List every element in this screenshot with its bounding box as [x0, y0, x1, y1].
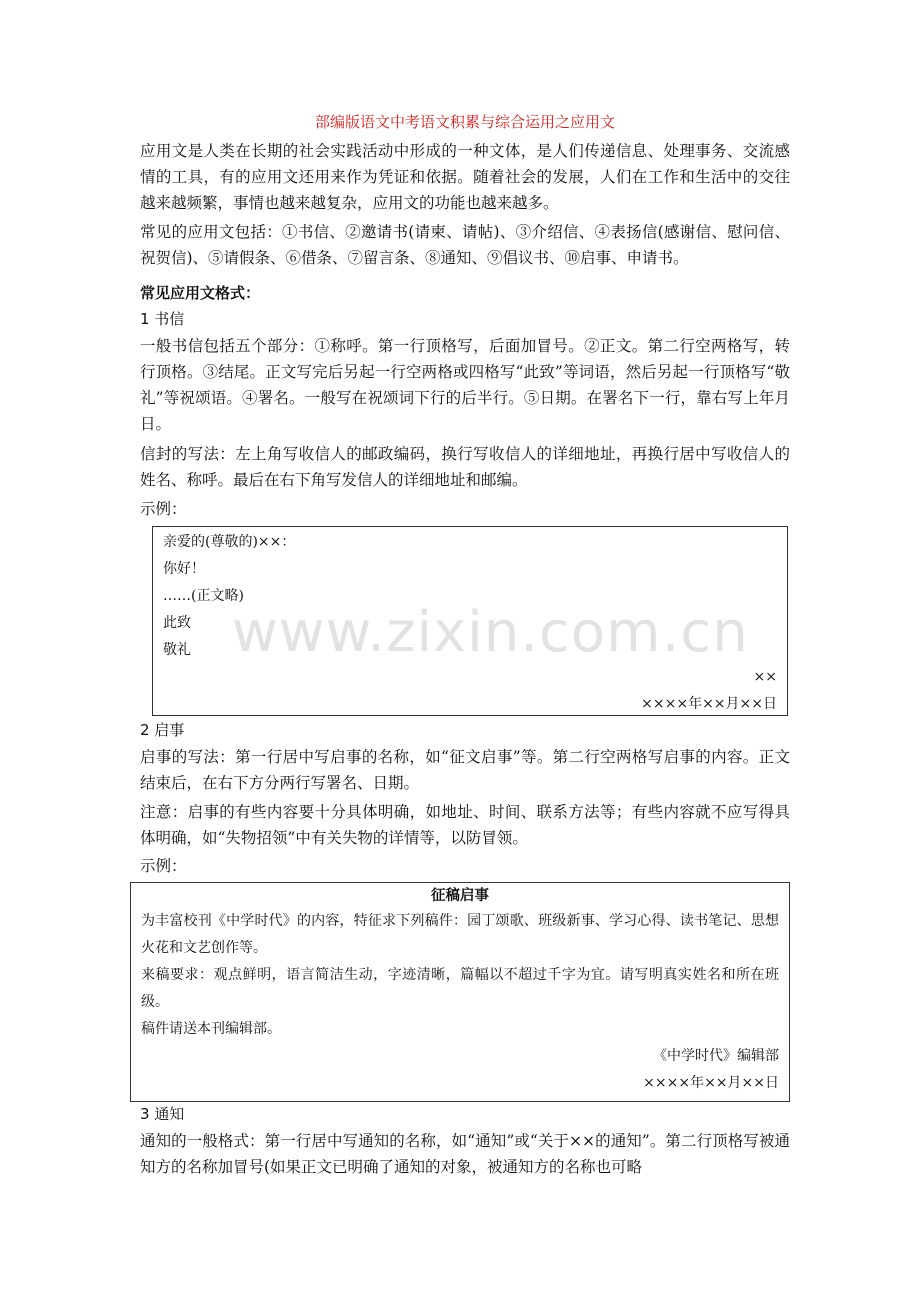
section-2-paragraph-1: [140, 744, 790, 796]
section-1-heading-text: 1 书信: [140, 310, 185, 328]
formats-heading: [140, 280, 790, 306]
types-text: 常见的应用文包括：①书信、②邀请书(请柬、请帖)、③介绍信、④表扬信(感谢信、慰问信、祝贺信)、⑤请假条、⑥借条、⑦留言条、⑧通知、⑨倡议书、⑩启事、申请书。: [140, 223, 790, 267]
document-title: [140, 112, 790, 136]
intro-paragraph: [140, 138, 790, 216]
letter-body: ……(正文略): [163, 588, 244, 604]
example-label-2: [140, 853, 790, 879]
letter-date: ××××年××月××日: [641, 696, 777, 712]
section-1-paragraph-2: [140, 441, 790, 493]
section-1-text-2: 信封的写法：左上角写收信人的邮政编码，换行写收信人的详细地址，再换行居中写收信人的姓名、称呼。最后在右下角写发信人的详细地址和邮编。: [140, 445, 790, 489]
notice-date: ××××年××月××日: [643, 1075, 779, 1091]
section-2-heading-text: 2 启事: [140, 721, 185, 739]
watermark: www.zixin.com.cn: [232, 600, 749, 665]
section-3-heading: [140, 1101, 790, 1127]
notice-signature: 《中学时代》编辑部: [653, 1048, 779, 1064]
letter-closing-2: 敬礼: [163, 642, 191, 658]
section-2-text-2: 注意：启事的有些内容要十分具体明确，如地址、时间、联系方法等；有些内容就不应写得具体明确，如“失物招领”中有关失物的详情等，以防冒领。: [140, 803, 790, 847]
notice-line-3: 稿件请送本刊编辑部。: [141, 1021, 281, 1037]
letter-signature: ××: [753, 669, 777, 685]
section-2-text-1: 启事的写法：第一行居中写启事的名称，如“征文启事”等。第二行空两格写启事的内容。正文结束后，在右下方分两行写署名、日期。: [140, 748, 790, 792]
formats-heading-text: 常见应用文格式：: [140, 284, 261, 302]
section-2-paragraph-2: [140, 799, 790, 851]
title-text: 部编版语文中考语文积累与综合运用之应用文: [314, 113, 615, 131]
notice-line-2: 来稿要求：观点鲜明，语言简洁生动，字迹清晰，篇幅以不超过千字为宜。请写明真实姓名和所在班级。: [141, 967, 779, 1010]
letter-salutation: 亲爱的(尊敬的)××：: [163, 534, 296, 550]
example-label-2-text: 示例：: [140, 857, 187, 875]
example-label-1-text: 示例：: [140, 500, 187, 518]
letter-greeting: 你好！: [163, 561, 205, 577]
section-3-heading-text: 3 通知: [140, 1105, 185, 1123]
intro-text: 应用文是人类在长期的社会实践活动中形成的一种文体，是人们传递信息、处理事务、交流感情的工具，有的应用文还用来作为凭证和依据。随着社会的发展，人们在工作和生活中的交往越来越频繁，事情也越来越复杂，应用文的功能也越来越多。: [140, 142, 790, 212]
section-1-text-1: 一般书信包括五个部分：①称呼。第一行顶格写，后面加冒号。②正文。第二行空两格写，转行顶格。③结尾。正文写完后另起一行空两格或四格写“此致”等词语，然后另起一行顶格写“敬礼”等祝颂语。④署名。一般写在祝颂词下行的后半行。⑤日期。在署名下一行，靠右写上年月日。: [140, 337, 790, 433]
example-label-1: [140, 496, 790, 522]
section-1-paragraph-1: [140, 333, 790, 437]
section-3-text-1: 通知的一般格式：第一行居中写通知的名称，如“通知”或“关于××的通知”。第二行顶格写被通知方的名称加冒号(如果正文已明确了通知的对象，被通知方的名称也可略: [140, 1132, 790, 1176]
notice-example-box: [130, 882, 790, 1102]
letter-example-box: [152, 526, 788, 716]
section-1-heading: [140, 306, 790, 332]
types-paragraph: [140, 219, 790, 271]
letter-closing-1: 此致: [163, 615, 191, 631]
section-2-heading: [140, 717, 790, 743]
section-3-paragraph-1: [140, 1128, 790, 1180]
notice-line-1: 为丰富校刊《中学时代》的内容，特征求下列稿件：园丁颂歌、班级新事、学习心得、读书笔记、思想火花和文艺创作等。: [141, 913, 779, 956]
notice-title: 征稿启事: [431, 888, 489, 904]
